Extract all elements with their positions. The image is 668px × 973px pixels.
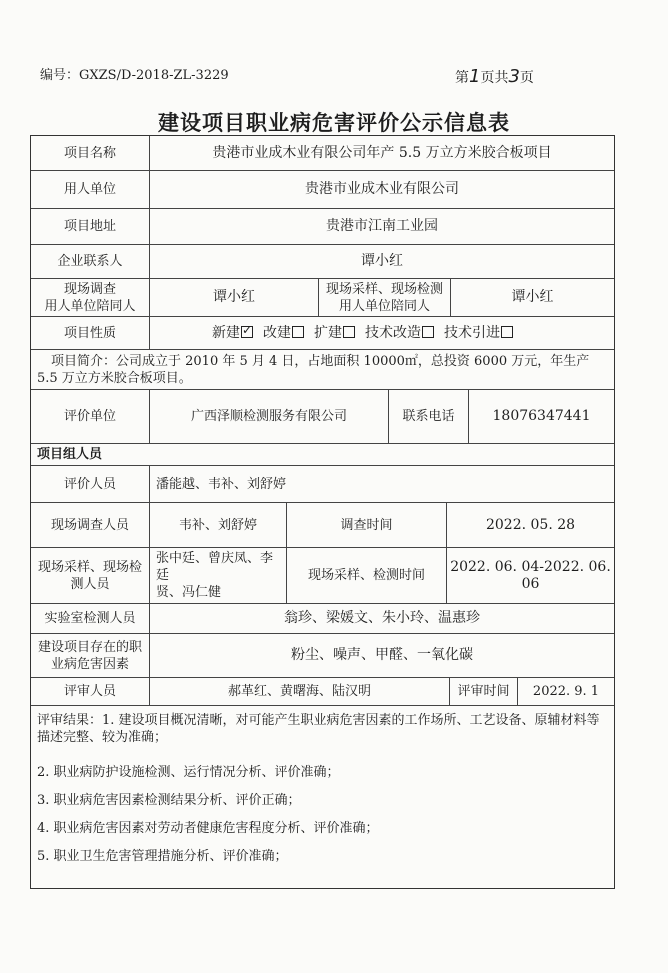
sampling-staff-value: 张中廷、曾庆凤、李廷 贤、冯仁健 [149, 548, 286, 603]
team-heading: 项目组人员 [37, 447, 103, 462]
option-rebuild[interactable]: 改建 [263, 325, 314, 342]
lab-staff-value: 翁珍、梁媛文、朱小玲、温惠珍 [149, 604, 614, 633]
review-result-3: 3. 职业病危害因素检测结果分析、评价正确； [37, 793, 301, 808]
sampling-escort-value: 谭小红 [450, 279, 614, 316]
reviewers-value: 郝革红、黄曙海、陆汉明 [149, 678, 449, 705]
project-name-value: 贵港市业成木业有限公司年产 5.5 万立方米胶合板项目 [149, 136, 614, 170]
survey-escort-value: 谭小红 [149, 279, 318, 316]
row-evaluator [31, 389, 614, 443]
reviewers-label: 评审人员 [63, 684, 116, 699]
checkbox-icon[interactable] [422, 326, 434, 338]
phone-label: 联系电话 [388, 390, 468, 443]
option-tech-upgrade[interactable]: 技术改造 [365, 325, 444, 342]
row-address [31, 208, 614, 244]
page-total: 3 [508, 66, 520, 87]
option-tech-import[interactable]: 技术引进 [444, 325, 523, 342]
row-lab-staff [31, 603, 614, 633]
survey-escort-label: 现场调查 用人单位陪同人 [44, 281, 136, 314]
nature-label: 项目性质 [63, 325, 116, 341]
row-contact [31, 244, 614, 278]
row-intro [31, 349, 614, 389]
review-result-1: 评审结果：1. 建设项目概况清晰，对可能产生职业病危害因素的工作场所、工艺设备、原辅材料等描述完整、较为准确； [37, 713, 600, 745]
project-intro: 项目简介：公司成立于 2010 年 5 月 4 日，占地面积 10000㎡，总投资 6000 万元，年生产 5.5 万立方米胶合板项目。 [37, 353, 590, 386]
survey-staff-value: 韦补、刘舒婷 [149, 503, 286, 547]
row-team-heading [31, 443, 614, 465]
review-result-2: 2. 职业病防护设施检测、运行情况分析、评价准确； [37, 765, 340, 780]
row-hazards [31, 633, 614, 677]
checkbox-icon[interactable] [292, 326, 304, 338]
employer-label: 用人单位 [63, 182, 116, 197]
hazards-value: 粉尘、噪声、甲醛、一氧化碳 [149, 634, 614, 677]
evaluator-label: 评价单位 [63, 409, 116, 424]
option-new[interactable]: 新建✓ [212, 325, 263, 342]
review-time-label: 评审时间 [449, 678, 517, 705]
evaluator-value: 广西泽顺检测服务有限公司 [149, 390, 388, 443]
nature-options [149, 317, 614, 349]
info-table [30, 135, 615, 889]
row-sampling-staff [31, 547, 614, 603]
review-results [31, 706, 614, 888]
review-time-value: 2022. 9. 1 [517, 678, 614, 705]
row-review-results [31, 705, 614, 888]
address-label: 项目地址 [63, 219, 116, 234]
option-expand[interactable]: 扩建 [314, 325, 365, 342]
document-number: 编号：GXZS/D-2018-ZL-3229 [40, 68, 229, 83]
survey-time-label: 调查时间 [286, 503, 446, 547]
sampling-time-label: 现场采样、检测时间 [286, 548, 446, 603]
address-value: 贵港市江南工业园 [149, 209, 614, 244]
contact-value: 谭小红 [149, 245, 614, 278]
page-suffix: 页 [519, 70, 534, 86]
survey-time-value: 2022. 05. 28 [446, 503, 614, 547]
employer-value: 贵港市业成木业有限公司 [149, 171, 614, 208]
sampling-staff-label: 现场采样、现场检 测人员 [37, 559, 142, 592]
evaluators-label: 评价人员 [63, 476, 116, 492]
evaluators-value: 潘能越、韦补、刘舒婷 [149, 466, 614, 502]
row-survey-escort [31, 278, 614, 316]
row-survey-staff [31, 502, 614, 547]
survey-staff-label: 现场调查人员 [50, 517, 129, 533]
project-name-label: 项目名称 [63, 145, 116, 161]
page-number [455, 66, 534, 87]
document-title: 建设项目职业病危害评价公示信息表 [158, 110, 510, 135]
row-employer [31, 170, 614, 208]
review-result-5: 5. 职业卫生危害管理措施分析、评价准确； [37, 849, 288, 864]
checkbox-icon[interactable] [501, 326, 513, 338]
hazards-label: 建设项目存在的职 业病危害因素 [37, 639, 142, 672]
page-middle: 页共 [480, 70, 509, 86]
checkbox-checked-icon[interactable] [241, 326, 253, 338]
contact-label: 企业联系人 [57, 254, 123, 269]
lab-staff-label: 实验室检测人员 [44, 611, 136, 626]
row-project-name [31, 136, 614, 170]
row-reviewers [31, 677, 614, 705]
phone-value: 18076347441 [468, 390, 614, 443]
sampling-escort-label: 现场采样、现场检测 用人单位陪同人 [318, 279, 450, 316]
checkbox-icon[interactable] [343, 326, 355, 338]
sampling-time-value: 2022. 06. 04-2022. 06. 06 [446, 548, 614, 603]
row-nature [31, 316, 614, 349]
review-result-4: 4. 职业病危害因素对劳动者健康危害程度分析、评价准确； [37, 821, 379, 836]
page-prefix: 第 [455, 70, 469, 86]
page-current: 1 [469, 66, 481, 87]
row-evaluators [31, 465, 614, 502]
